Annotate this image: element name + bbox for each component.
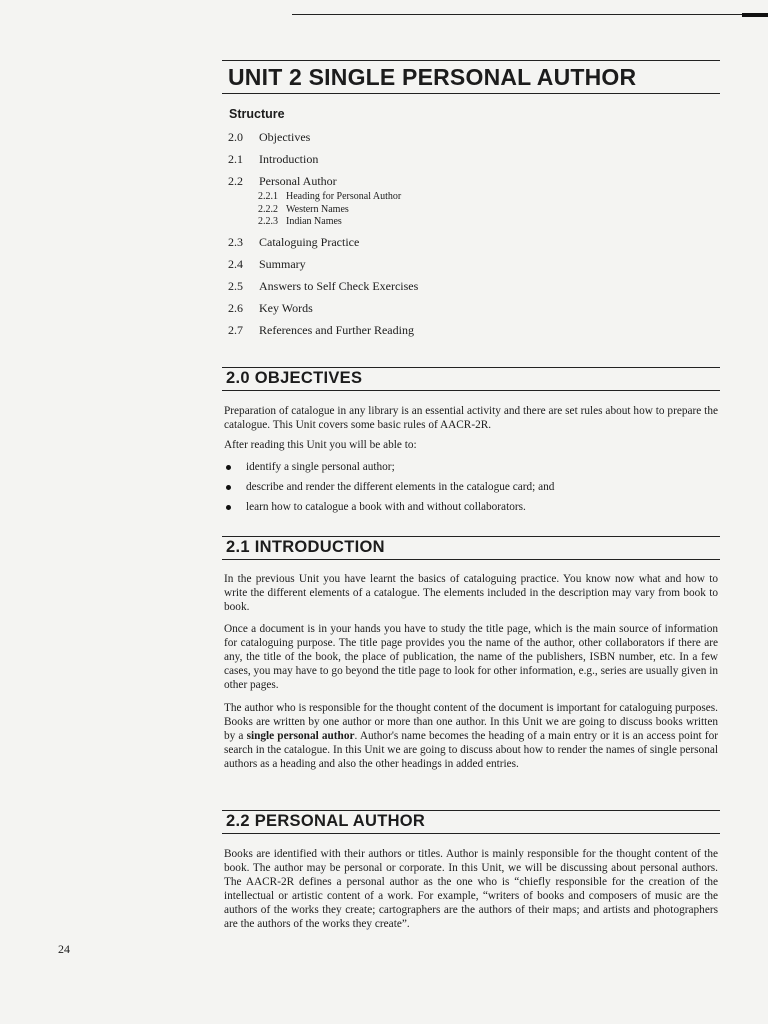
toc-label: Cataloguing Practice <box>259 234 360 249</box>
personal-author-paragraph: Books are identified with their authors or titles. Author is mainly responsible for the thought content of the book. The author may be personal or corporate. In this Unit, we will be discussing about personal authors. The AACR-2R defines a personal author as the one who is “chiefly responsible for the creation of the intellectual or artistic content of a work. For example, “writers of books and composers of music are the authors of the works they create; cartographers are the authors of their maps; and artists and photographers are the authors of the works they create”. <box>224 848 718 930</box>
toc-item <box>228 321 708 343</box>
toc-item <box>228 150 708 172</box>
top-rule-mark <box>742 13 768 17</box>
objectives-heading <box>222 367 720 391</box>
toc-number: 2.4 <box>228 256 243 271</box>
toc-item <box>228 233 708 255</box>
text-run: The author who is responsible for the thought content of the document is important for cataloguing purposes. Books are written by one author or more than one author. In this Unit we are going to discuss books written by a <box>224 702 718 742</box>
toc-sublabel: Indian Names <box>286 216 342 227</box>
list-item <box>224 459 718 479</box>
list-item-text: describe and render the different elements in the catalogue card; and <box>246 481 555 493</box>
bold-term: single personal author <box>246 730 355 742</box>
section-title: 2.1 INTRODUCTION <box>226 538 385 556</box>
list-item <box>224 479 718 499</box>
toc-number: 2.5 <box>228 278 243 293</box>
toc-label: Personal Author <box>259 174 337 188</box>
introduction-paragraph: Once a document is in your hands you have to study the title page, which is the main source of information for cataloguing purpose. The title page provides you the name of the author, other collaborators if there are any, the title of the book, the place of publication, the name of the publishers, ISBN number, etc. In a few cases, you may have to go beyond the title page to look for other information, e.g., series are usually given in other pages. <box>224 623 718 691</box>
introduction-heading <box>222 536 720 560</box>
structure-label: Structure <box>229 107 285 121</box>
toc-item <box>228 277 708 299</box>
unit-title: UNIT 2 SINGLE PERSONAL AUTHOR <box>228 64 637 90</box>
toc-subitem <box>258 191 708 204</box>
list-item <box>224 499 718 519</box>
toc-sublist <box>228 191 708 229</box>
toc-number: 2.7 <box>228 322 243 337</box>
bullet-icon <box>226 505 231 510</box>
unit-heading <box>222 60 720 94</box>
text-run: . Author's name becomes the heading of a main entry or it is an access point for search in the catalogue. In this Unit we are going to discuss about how to render the names of single personal authors as a heading and also the other headings in added entries. <box>224 730 718 770</box>
toc-subitem <box>258 216 708 229</box>
toc-sublabel: Heading for Personal Author <box>286 191 402 202</box>
toc-item <box>228 255 708 277</box>
toc-subitem <box>258 204 708 217</box>
toc-subnumber: 2.2.2 <box>258 203 278 215</box>
bullet-icon <box>226 465 231 470</box>
toc-item <box>228 128 708 150</box>
list-item-text: identify a single personal author; <box>246 461 395 473</box>
top-rule <box>292 14 744 15</box>
list-item-text: learn how to catalogue a book with and without collaborators. <box>246 501 526 513</box>
toc-number: 2.1 <box>228 152 243 166</box>
page-number: 24 <box>58 942 70 956</box>
toc-label: Introduction <box>259 152 319 166</box>
toc-number: 2.3 <box>228 234 243 249</box>
objectives-list <box>224 459 718 519</box>
toc-subnumber: 2.2.3 <box>258 216 278 227</box>
section-title: 2.0 OBJECTIVES <box>226 369 363 387</box>
introduction-paragraph: In the previous Unit you have learnt the basics of cataloguing practice. You know now what and how to write the different elements of a catalogue. The elements included in the description may vary from book to book. <box>224 573 718 613</box>
toc-label: Answers to Self Check Exercises <box>259 278 419 293</box>
structure-toc <box>228 128 708 343</box>
bullet-icon <box>226 485 231 490</box>
objectives-lead: After reading this Unit you will be able to: <box>224 439 417 451</box>
toc-label: Objectives <box>259 130 311 144</box>
toc-subnumber: 2.2.1 <box>258 191 278 202</box>
toc-label: Summary <box>259 256 306 271</box>
objectives-paragraph: Preparation of catalogue in any library is an essential activity and there are set rules about how to prepare the catalogue. This Unit covers some basic rules of AACR-2R. <box>224 405 718 431</box>
toc-label: Key Words <box>259 300 313 315</box>
toc-label: References and Further Reading <box>259 322 414 337</box>
toc-number: 2.0 <box>228 130 243 144</box>
toc-item <box>228 299 708 321</box>
personal-author-heading <box>222 810 720 834</box>
toc-sublabel: Western Names <box>286 203 349 215</box>
section-title: 2.2 PERSONAL AUTHOR <box>226 812 426 830</box>
introduction-paragraph <box>224 701 718 771</box>
toc-number: 2.2 <box>228 174 243 188</box>
toc-number: 2.6 <box>228 300 243 315</box>
